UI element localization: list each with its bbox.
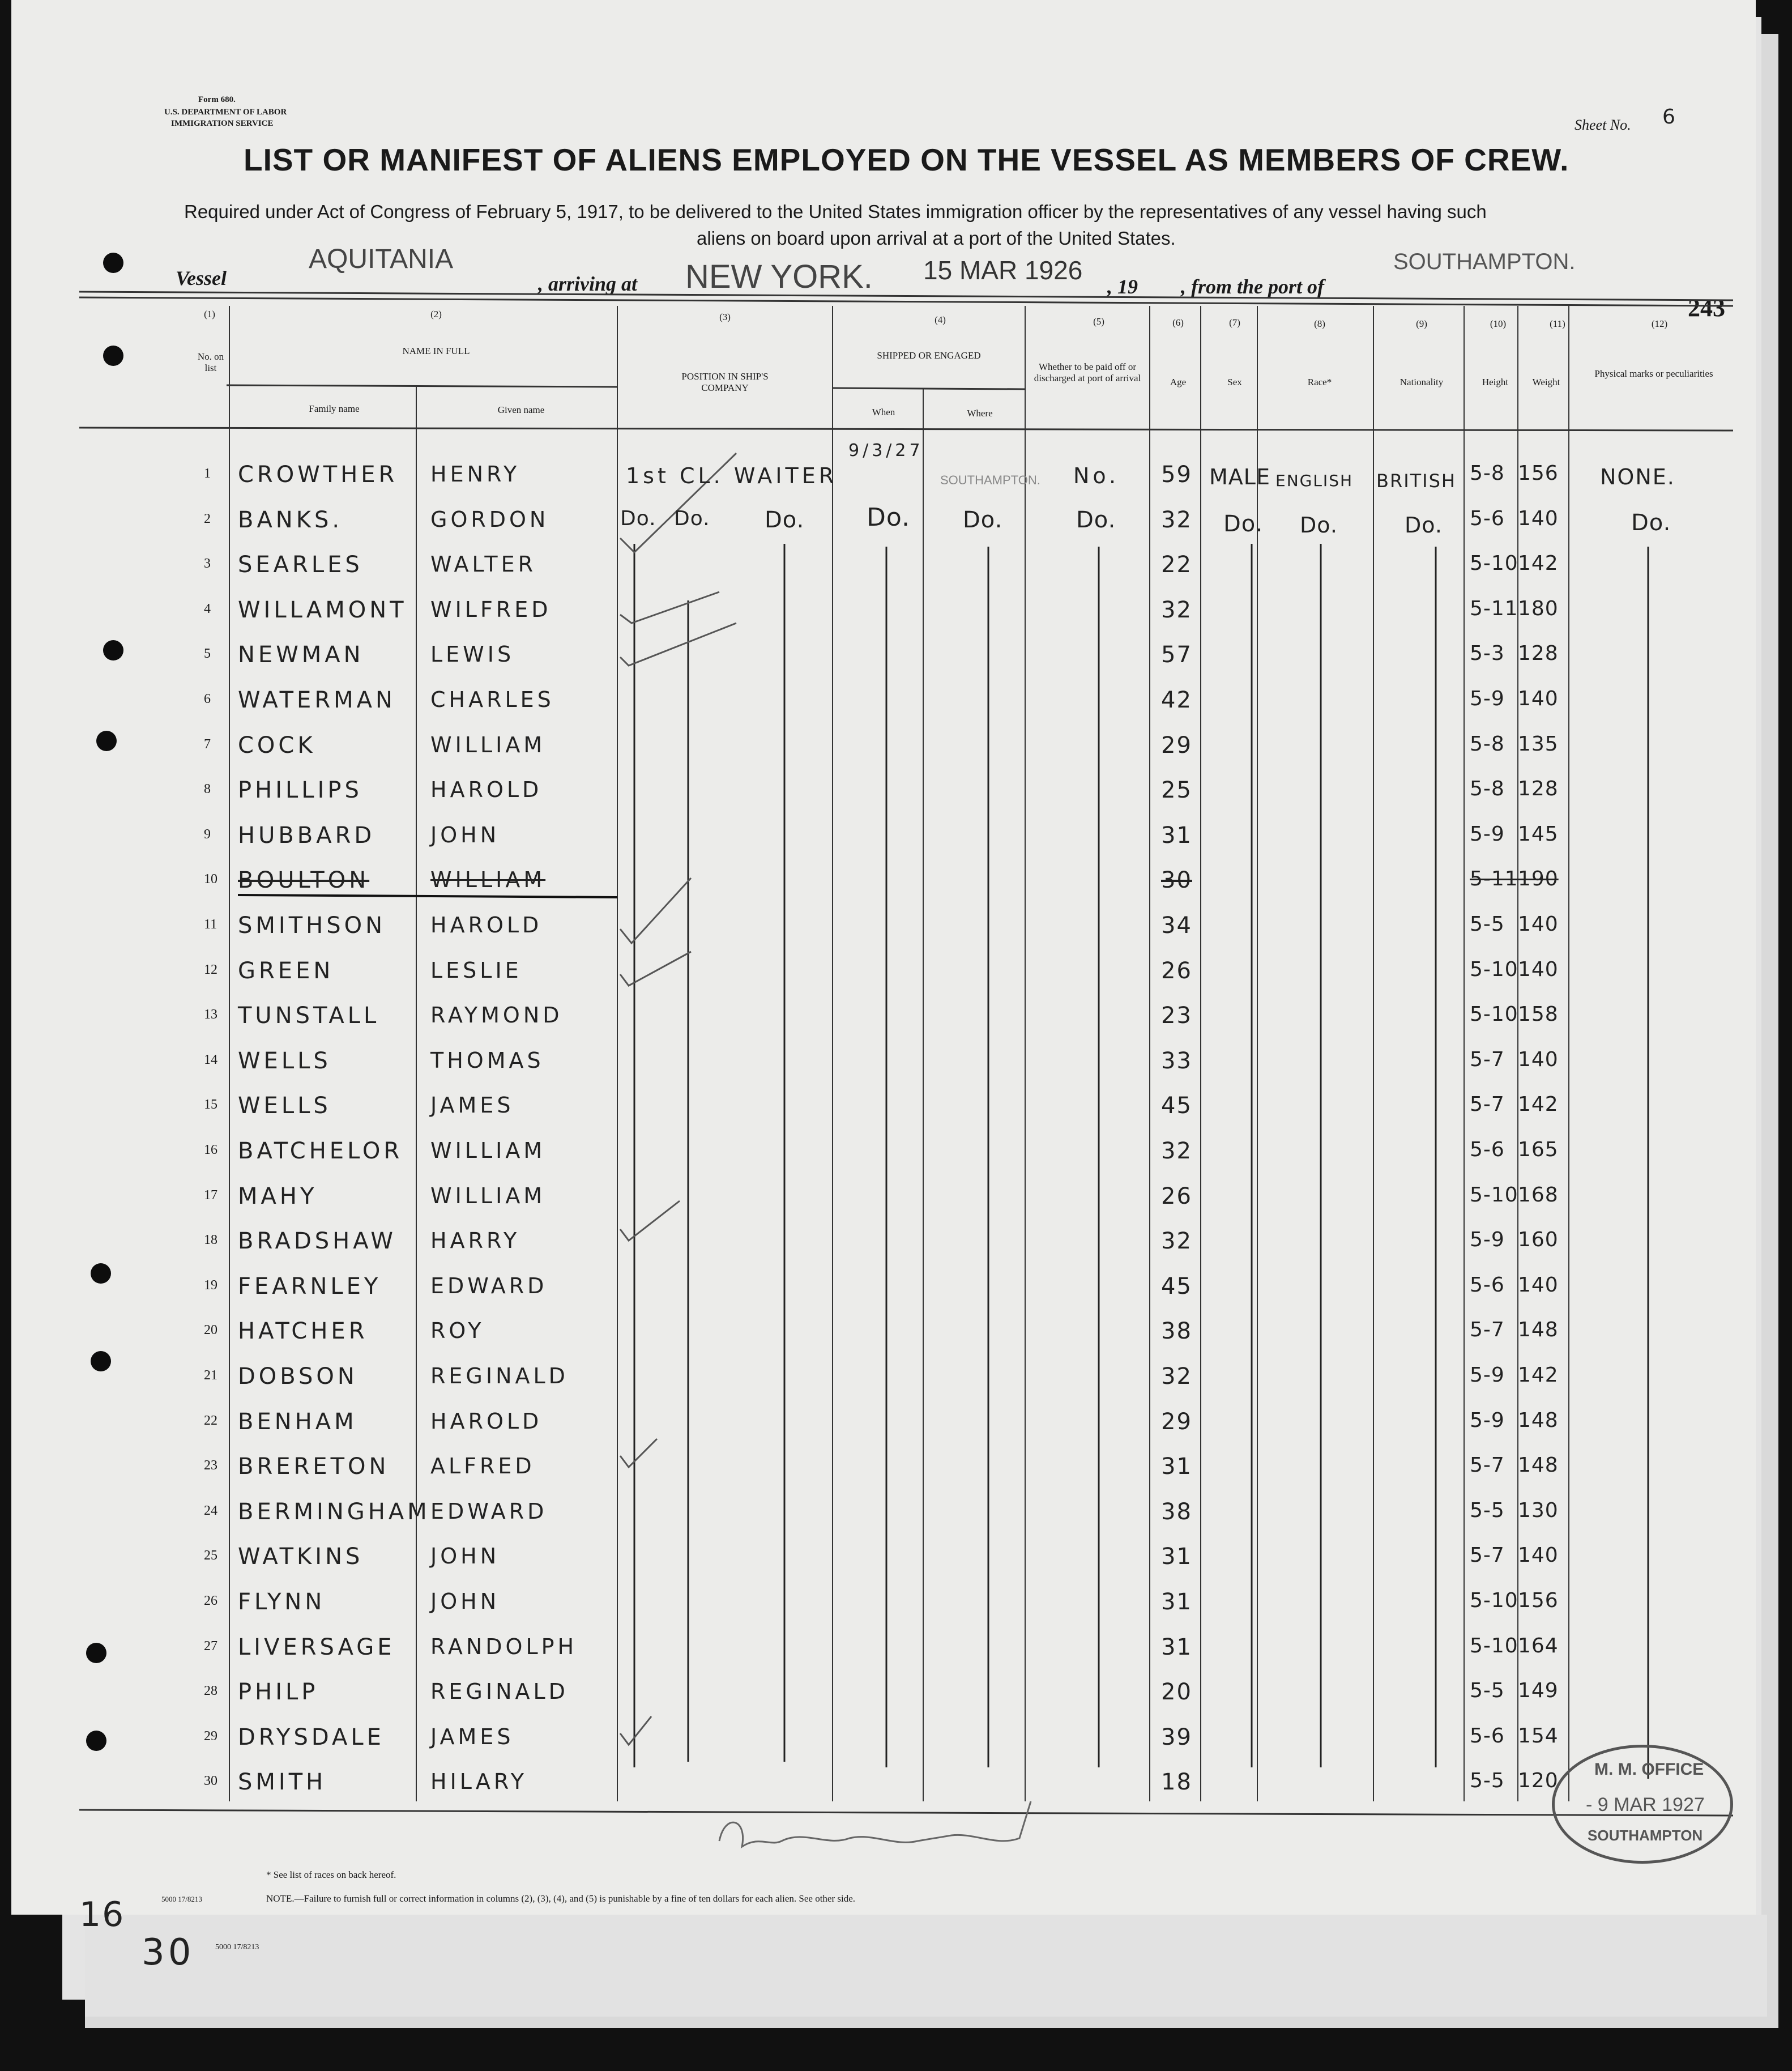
family-name: MAHY: [238, 1183, 318, 1209]
weight: 180: [1518, 597, 1559, 620]
physical-marks-entry: NONE.: [1600, 465, 1675, 489]
column-number: (9): [1416, 318, 1427, 329]
weight: 140: [1518, 913, 1559, 936]
height: 5-9: [1470, 687, 1505, 710]
page-mark: 30: [142, 1932, 195, 1974]
family-name: TUNSTALL: [238, 1003, 380, 1029]
height: 5-7: [1470, 1093, 1505, 1116]
service-label: IMMIGRATION SERVICE: [171, 119, 274, 128]
when-entry: 9/3/27: [848, 441, 924, 461]
column-header-height: Height: [1482, 377, 1509, 387]
print-code: 5000 17/8213: [215, 1943, 259, 1951]
given-name: ROY: [430, 1318, 485, 1343]
weight: 164: [1518, 1634, 1559, 1657]
manifest-sheet: [11, 0, 1756, 1934]
age: 59: [1161, 462, 1192, 488]
print-code: 5000 17/8213: [161, 1895, 202, 1903]
age: 31: [1161, 1589, 1192, 1615]
row-number: 23: [204, 1458, 217, 1473]
height: 5-3: [1470, 642, 1505, 665]
given-name: RANDOLPH: [430, 1634, 578, 1659]
height: 5-9: [1470, 1409, 1505, 1432]
nationality-entry: BRITISH: [1376, 470, 1456, 492]
family-name: COCK: [238, 732, 316, 758]
paid-off-entry: No.: [1073, 463, 1120, 488]
row-number: 15: [204, 1097, 217, 1112]
age: 31: [1161, 1454, 1192, 1480]
vessel-label: Vessel: [176, 267, 227, 289]
row-number: 17: [204, 1188, 217, 1203]
given-name: WALTER: [430, 552, 537, 577]
age: 32: [1161, 1138, 1192, 1164]
height: 5-11: [1470, 597, 1518, 620]
where-entry: SOUTHAMPTON.: [940, 473, 1040, 487]
column-header-position: POSITION IN SHIP'S COMPANY: [681, 371, 769, 393]
height: 5-6: [1470, 1138, 1505, 1161]
penalty-note: NOTE.—Failure to furnish full or correct information in columns (2), (3), (4), and (5) is punishable by a fine of ten dollars for each alien. See other side.: [266, 1893, 856, 1904]
weight: 140: [1518, 507, 1559, 530]
column-number: (1): [204, 309, 215, 319]
weight: 142: [1518, 1093, 1559, 1116]
height: 5-10: [1470, 1183, 1518, 1207]
row-number: 29: [204, 1729, 217, 1744]
sheet-number-label: Sheet No.: [1575, 117, 1631, 133]
given-name: THOMAS: [430, 1048, 544, 1073]
weight: 149: [1518, 1679, 1559, 1702]
column-number: (10): [1490, 318, 1507, 329]
age: 34: [1161, 913, 1192, 939]
column-header-weight: Weight: [1532, 377, 1560, 387]
family-name: WELLS: [238, 1093, 331, 1119]
weight: 148: [1518, 1318, 1559, 1341]
height: 5-8: [1470, 777, 1505, 800]
column-number: (12): [1651, 318, 1668, 329]
height: 5-7: [1470, 1544, 1505, 1567]
weight: 148: [1518, 1454, 1559, 1477]
age: 22: [1161, 552, 1192, 578]
row-number: 25: [204, 1548, 217, 1563]
ditto-mark: Do.: [674, 507, 710, 530]
ditto-mark: Do.: [765, 507, 805, 533]
given-name: WILLIAM: [430, 1183, 546, 1208]
height: 5-10: [1470, 958, 1518, 981]
underlying-sheet-stub: [85, 1915, 1767, 2017]
weight: 190: [1518, 867, 1559, 890]
family-name: BATCHELOR: [238, 1138, 403, 1164]
row-number: 18: [204, 1233, 217, 1247]
column-number: (2): [430, 309, 442, 319]
given-name: ALFRED: [430, 1454, 535, 1478]
height: 5-8: [1470, 732, 1505, 756]
weight: 140: [1518, 1544, 1559, 1567]
ditto-mark: Do.: [867, 503, 911, 532]
given-name: LESLIE: [430, 958, 522, 983]
column-header-name-in-full: NAME IN FULL: [402, 346, 470, 356]
height: 5-11: [1470, 867, 1518, 890]
weight: 168: [1518, 1183, 1559, 1207]
weight: 145: [1518, 823, 1559, 846]
ditto-mark: Do.: [1405, 513, 1443, 538]
column-number: (4): [935, 314, 946, 325]
height: 5-10: [1470, 552, 1518, 575]
age: 32: [1161, 507, 1192, 533]
given-name: JAMES: [430, 1724, 514, 1749]
given-name: HENRY: [430, 462, 520, 487]
column-header-no-on-list: No. on list: [197, 351, 224, 373]
weight: 165: [1518, 1138, 1559, 1161]
column-number: (3): [719, 312, 731, 322]
family-name: SEARLES: [238, 552, 363, 578]
page-mark: 16: [79, 1895, 125, 1934]
height: 5-9: [1470, 1363, 1505, 1387]
column-header-family-name: Family name: [309, 403, 360, 414]
family-name: BENHAM: [238, 1409, 357, 1435]
row-number: 10: [204, 872, 217, 887]
family-name: SMITHSON: [238, 913, 386, 939]
family-name: SMITH: [238, 1769, 327, 1795]
age: 42: [1161, 687, 1192, 713]
given-name: HILARY: [430, 1769, 528, 1794]
family-name: FLYNN: [238, 1589, 326, 1615]
row-number: 19: [204, 1278, 217, 1293]
row-number: 28: [204, 1684, 217, 1698]
given-name: WILLIAM: [430, 1138, 546, 1163]
family-name: GREEN: [238, 958, 334, 984]
age: 20: [1161, 1679, 1192, 1705]
row-number: 4: [204, 602, 211, 616]
sex-entry: MALE: [1209, 465, 1270, 489]
sheet-number: 6: [1662, 105, 1679, 129]
weight: 148: [1518, 1409, 1559, 1432]
stamp-office: M. M. OFFICE: [1594, 1760, 1704, 1779]
age: 38: [1161, 1318, 1192, 1344]
column-header-when: When: [872, 407, 895, 417]
document-subtitle: Required under Act of Congress of February 5, 1917, to be delivered to the United States immigration officer by the representatives of any vessel having such: [184, 201, 1487, 222]
office-stamp: [1552, 1745, 1733, 1864]
family-name: WATERMAN: [238, 687, 396, 713]
family-name: HUBBARD: [238, 823, 376, 849]
height: 5-5: [1470, 1679, 1505, 1702]
family-name: WILLAMONT: [238, 597, 407, 623]
column-header-race: Race*: [1307, 377, 1332, 387]
family-name: DOBSON: [238, 1363, 358, 1390]
age: 39: [1161, 1724, 1192, 1750]
height: 5-6: [1470, 1724, 1505, 1748]
age: 18: [1161, 1769, 1192, 1795]
given-name: WILLIAM: [430, 732, 546, 757]
row-number: 1: [204, 466, 211, 481]
given-name: JOHN: [430, 1589, 500, 1614]
age: 26: [1161, 958, 1192, 984]
arrival-date: 15 MAR 1926: [923, 255, 1083, 285]
weight: 142: [1518, 552, 1559, 575]
family-name: PHILP: [238, 1679, 319, 1705]
family-name: WELLS: [238, 1048, 331, 1074]
row-number: 26: [204, 1593, 217, 1608]
departure-port: SOUTHAMPTON.: [1393, 249, 1576, 274]
family-name: CROWTHER: [238, 462, 398, 488]
arrival-port: NEW YORK.: [685, 258, 873, 295]
given-name: EDWARD: [430, 1273, 548, 1298]
row-number: 5: [204, 646, 211, 661]
row-number: 2: [204, 512, 211, 526]
age: 30: [1161, 867, 1192, 893]
weight: 130: [1518, 1499, 1559, 1522]
given-name: HAROLD: [430, 913, 543, 938]
ditto-mark: Do.: [620, 507, 656, 530]
height: 5-5: [1470, 1499, 1505, 1522]
document-subtitle: aliens on board upon arrival at a port of the United States.: [697, 228, 1176, 249]
manifest-table-grid: [11, 0, 1756, 1915]
weight: 140: [1518, 687, 1559, 710]
page-number: 243: [1688, 294, 1725, 322]
stamp-location: SOUTHAMPTON: [1588, 1827, 1703, 1844]
weight: 120: [1518, 1769, 1559, 1792]
family-name: BERMINGHAM: [238, 1499, 430, 1525]
column-number: (8): [1314, 318, 1325, 329]
weight: 128: [1518, 777, 1559, 800]
height: 5-6: [1470, 1273, 1505, 1297]
weight: 160: [1518, 1228, 1559, 1251]
height: 5-10: [1470, 1003, 1518, 1026]
age: 31: [1161, 1544, 1192, 1570]
height: 5-5: [1470, 1769, 1505, 1792]
family-name: BOULTON: [238, 867, 370, 893]
row-number: 16: [204, 1143, 217, 1157]
given-name: WILLIAM: [430, 867, 546, 892]
arriving-label: , arriving at: [538, 272, 638, 295]
height: 5-9: [1470, 823, 1505, 846]
department-label: U.S. DEPARTMENT OF LABOR: [164, 108, 287, 117]
height: 5-7: [1470, 1454, 1505, 1477]
age: 38: [1161, 1499, 1192, 1525]
given-name: CHARLES: [430, 687, 554, 712]
ditto-mark: Do.: [1076, 507, 1116, 533]
race-entry: ENGLISH: [1275, 471, 1354, 490]
weight: 156: [1518, 462, 1559, 485]
family-name: DRYSDALE: [238, 1724, 385, 1750]
given-name: WILFRED: [430, 597, 552, 622]
row-number: 30: [204, 1774, 217, 1788]
from-port-label: , from the port of: [1181, 275, 1325, 298]
column-header-age: Age: [1170, 377, 1187, 387]
column-number: (6): [1172, 317, 1184, 328]
family-name: HATCHER: [238, 1318, 368, 1344]
given-name: HARRY: [430, 1228, 520, 1253]
vessel-name: AQUITANIA: [309, 244, 454, 274]
column-number: (7): [1229, 317, 1240, 328]
given-name: JOHN: [430, 823, 500, 847]
ditto-mark: Do.: [1223, 511, 1264, 537]
age: 29: [1161, 732, 1192, 758]
family-name: PHILLIPS: [238, 777, 362, 803]
given-name: HAROLD: [430, 777, 543, 802]
row-number: 12: [204, 962, 217, 977]
age: 31: [1161, 823, 1192, 849]
age: 23: [1161, 1003, 1192, 1029]
age: 25: [1161, 777, 1192, 803]
age: 32: [1161, 1363, 1192, 1390]
given-name: HAROLD: [430, 1409, 543, 1434]
row-number: 21: [204, 1368, 217, 1383]
family-name: BANKS.: [238, 507, 343, 533]
given-name: LEWIS: [430, 642, 515, 667]
row-number: 14: [204, 1052, 217, 1067]
column-header-where: Where: [967, 408, 993, 419]
row-number: 7: [204, 737, 211, 752]
ditto-mark: Do.: [1631, 510, 1671, 536]
column-header-shipped: SHIPPED OR ENGAGED: [877, 350, 981, 361]
weight: 140: [1518, 1048, 1559, 1071]
age: 32: [1161, 597, 1192, 623]
row-number: 9: [204, 827, 211, 842]
height: 5-5: [1470, 913, 1505, 936]
column-header-paid-off: Whether to be paid off or discharged at port of arrival: [1034, 361, 1141, 383]
given-name: RAYMOND: [430, 1003, 563, 1028]
given-name: GORDON: [430, 507, 549, 532]
given-name: REGINALD: [430, 1679, 569, 1704]
family-name: LIVERSAGE: [238, 1634, 395, 1660]
age: 26: [1161, 1183, 1192, 1209]
given-name: JAMES: [430, 1093, 514, 1118]
weight: 140: [1518, 1273, 1559, 1297]
age: 32: [1161, 1228, 1192, 1254]
age: 45: [1161, 1093, 1192, 1119]
year-label: , 19: [1107, 275, 1138, 298]
column-number: (5): [1093, 316, 1104, 327]
races-footnote: * See list of races on back hereof.: [266, 1869, 396, 1880]
column-header-physical-marks: Physical marks or peculiarities: [1594, 368, 1713, 379]
family-name: WATKINS: [238, 1544, 364, 1570]
form-number: Form 680.: [198, 95, 236, 104]
row-number: 8: [204, 782, 211, 796]
height: 5-10: [1470, 1634, 1518, 1657]
height: 5-7: [1470, 1318, 1505, 1341]
row-number: 6: [204, 692, 211, 706]
weight: 128: [1518, 642, 1559, 665]
height: 5-10: [1470, 1589, 1518, 1612]
column-number: (11): [1550, 318, 1565, 329]
given-name: JOHN: [430, 1544, 500, 1569]
row-number: 20: [204, 1323, 217, 1337]
age: 57: [1161, 642, 1192, 668]
row-number: 27: [204, 1639, 217, 1654]
family-name: BRERETON: [238, 1454, 390, 1480]
height: 5-9: [1470, 1228, 1505, 1251]
age: 33: [1161, 1048, 1192, 1074]
column-header-sex: Sex: [1227, 377, 1242, 387]
ditto-mark: Do.: [1300, 513, 1338, 538]
age: 45: [1161, 1273, 1192, 1299]
weight: 142: [1518, 1363, 1559, 1387]
weight: 154: [1518, 1724, 1559, 1748]
given-name: REGINALD: [430, 1363, 569, 1388]
age: 29: [1161, 1409, 1192, 1435]
family-name: NEWMAN: [238, 642, 364, 668]
stamp-date: - 9 MAR 1927: [1586, 1794, 1705, 1816]
family-name: BRADSHAW: [238, 1228, 396, 1254]
column-header-nationality: Nationality: [1400, 377, 1444, 387]
age: 31: [1161, 1634, 1192, 1660]
row-number: 22: [204, 1413, 217, 1428]
weight: 140: [1518, 958, 1559, 981]
row-number: 24: [204, 1503, 217, 1518]
weight: 156: [1518, 1589, 1559, 1612]
row-number: 13: [204, 1007, 217, 1022]
height: 5-7: [1470, 1048, 1505, 1071]
weight: 158: [1518, 1003, 1559, 1026]
weight: 135: [1518, 732, 1559, 756]
family-name: FEARNLEY: [238, 1273, 382, 1299]
position-entry: 1st CL. WAITER: [626, 463, 838, 488]
column-header-given-name: Given name: [497, 404, 545, 415]
height: 5-6: [1470, 507, 1505, 530]
row-number: 3: [204, 556, 211, 571]
ditto-mark: Do.: [963, 507, 1003, 533]
row-number: 11: [204, 917, 217, 932]
document-title: LIST OR MANIFEST OF ALIENS EMPLOYED ON THE VESSEL AS MEMBERS OF CREW.: [244, 142, 1569, 177]
height: 5-8: [1470, 462, 1505, 485]
given-name: EDWARD: [430, 1499, 548, 1524]
